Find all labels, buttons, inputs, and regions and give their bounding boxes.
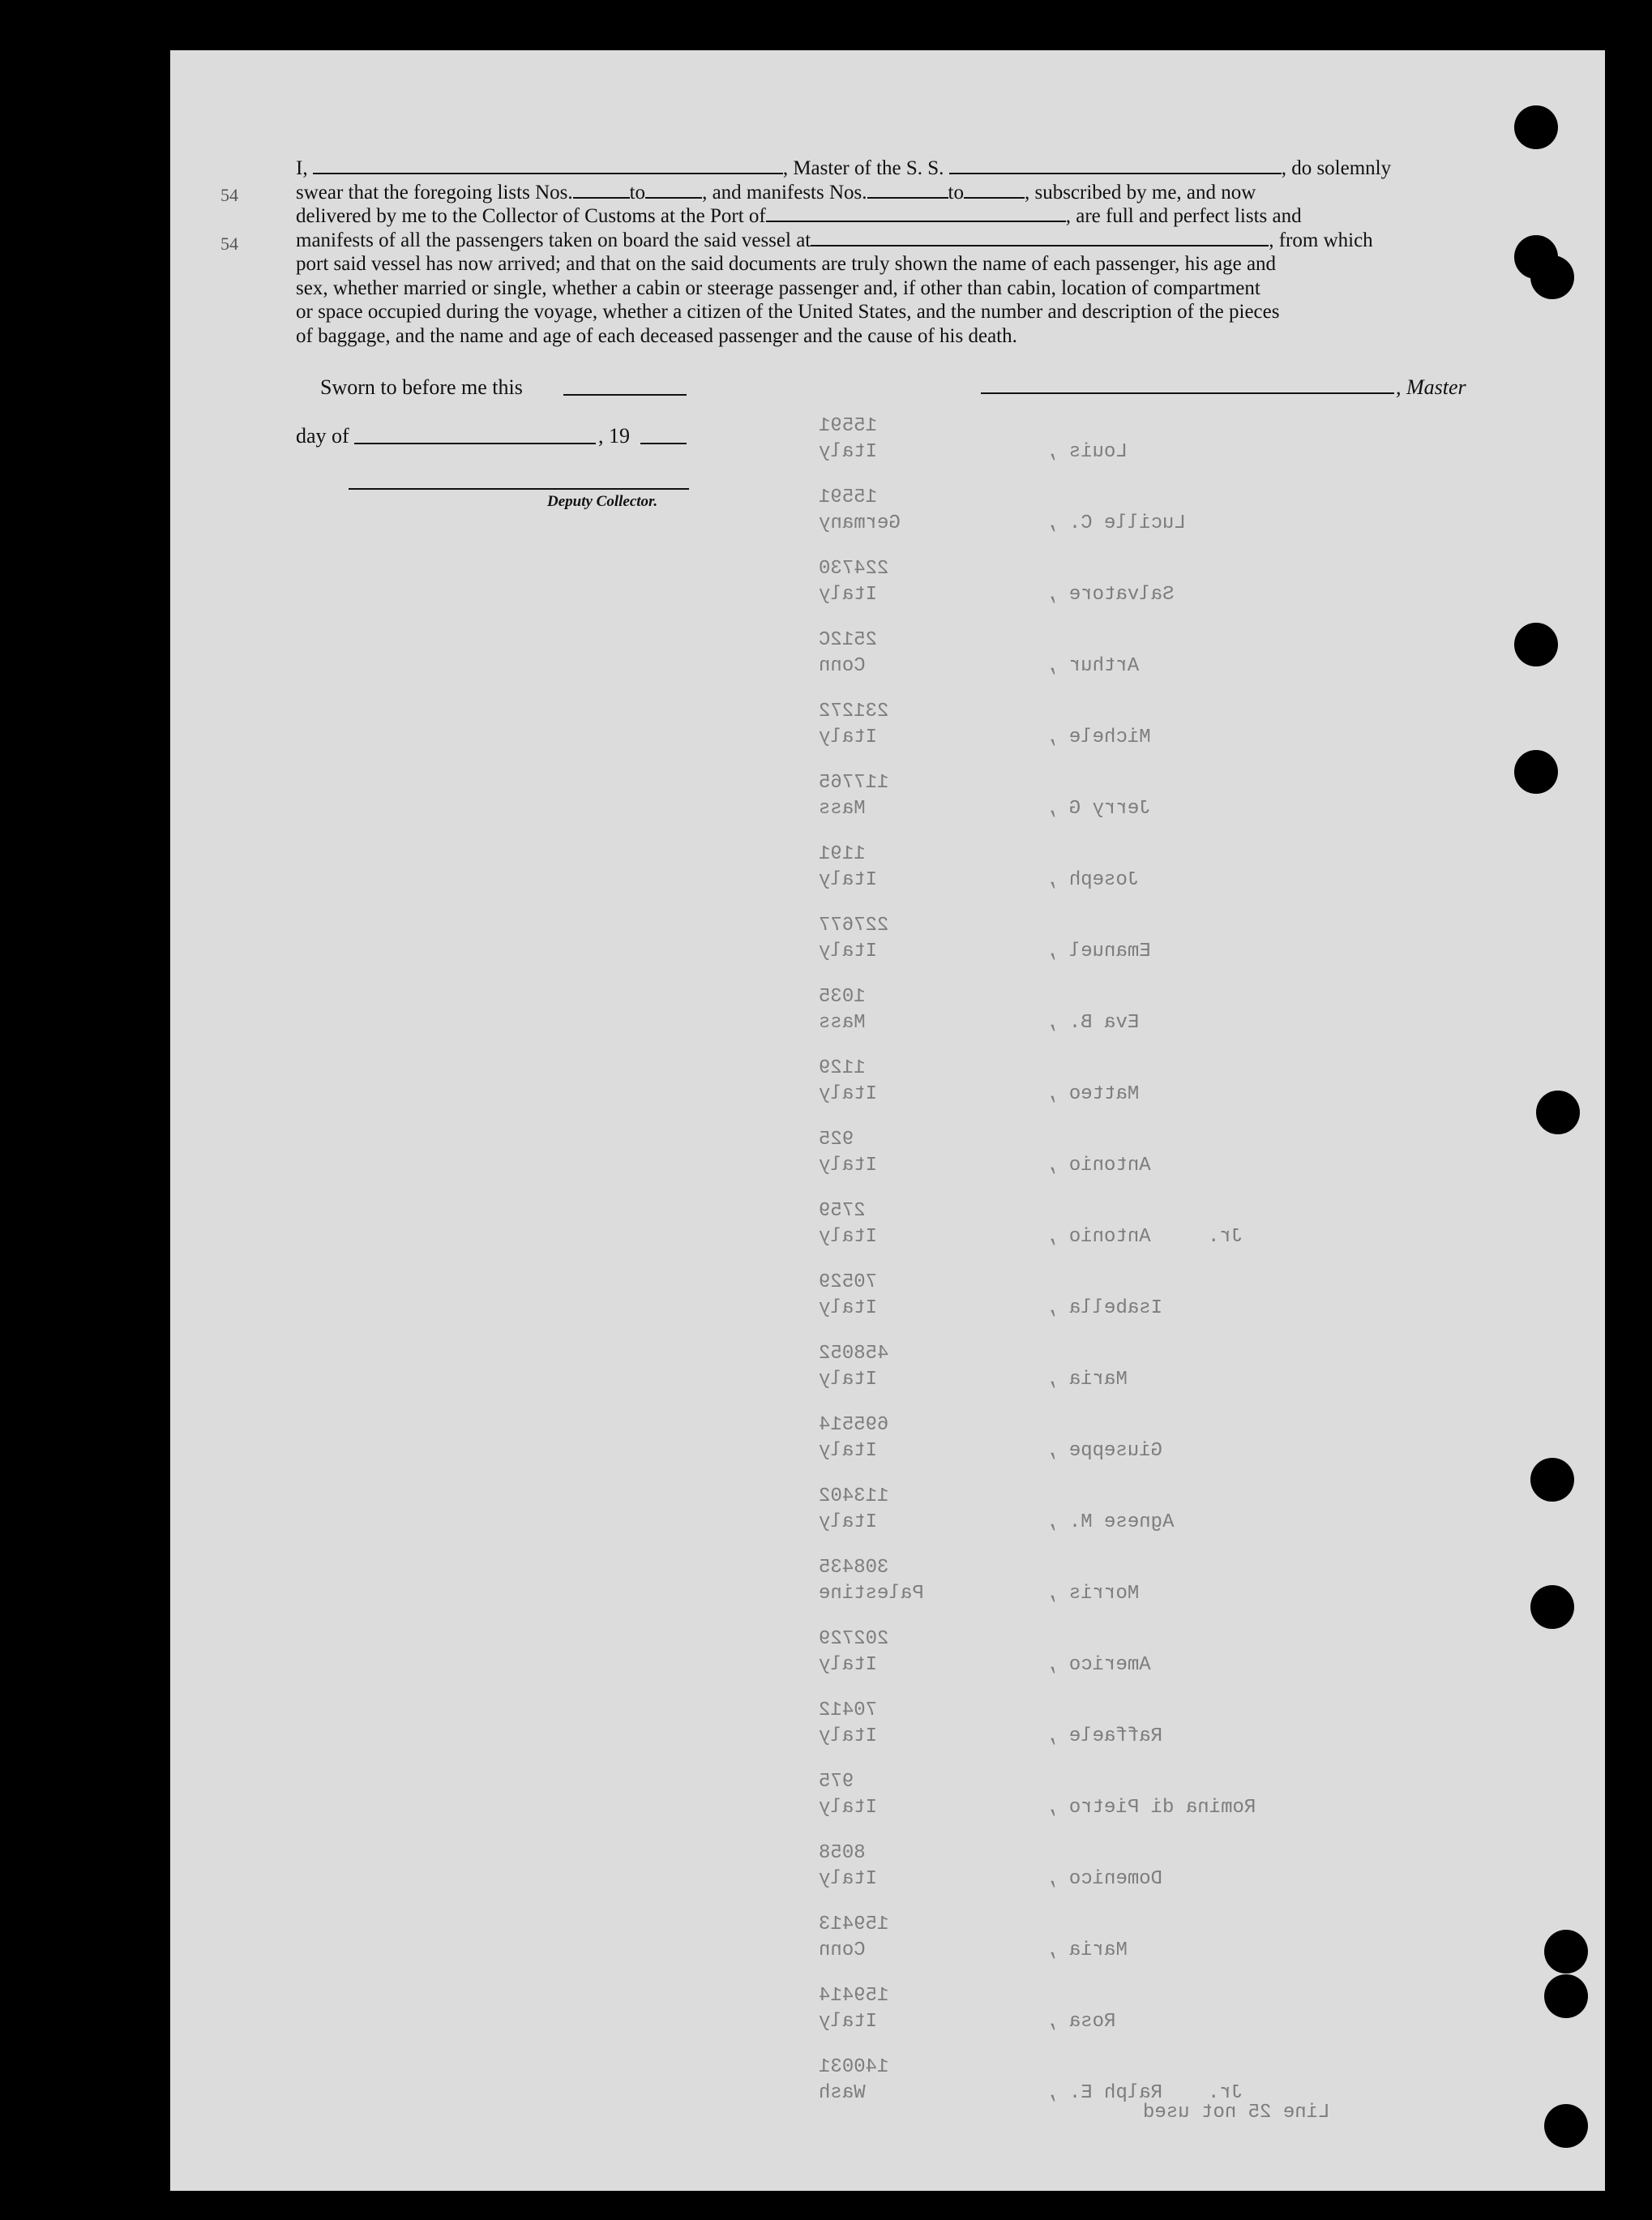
- bleed-first-name: Isabella ,: [1046, 1297, 1163, 1319]
- bleed-suffix: Jr.: [1208, 1226, 1243, 1248]
- blank-list-from[interactable]: [573, 181, 630, 199]
- bleed-first-name: Maria ,: [1046, 1939, 1128, 1961]
- bleed-number: 975: [819, 1771, 854, 1793]
- bleed-number: 1035: [819, 986, 866, 1008]
- bleed-place: Italy: [819, 1654, 878, 1676]
- bleed-first-name: Domenico ,: [1046, 1868, 1163, 1890]
- punch-hole: [1544, 2104, 1588, 2148]
- bleed-place: Italy: [819, 1369, 878, 1391]
- punch-hole: [1544, 1930, 1588, 1974]
- bleed-number: 224730: [819, 558, 889, 580]
- bleed-number: 202729: [819, 1628, 889, 1650]
- bleed-number: 159414: [819, 1985, 889, 2007]
- bleed-place: Germany: [819, 512, 901, 534]
- blank-manifest-from[interactable]: [867, 181, 948, 199]
- bleed-place: Italy: [819, 726, 878, 748]
- bleed-first-name: Ralph E. ,: [1046, 2082, 1163, 2104]
- master-signature-line[interactable]: [981, 392, 1394, 394]
- year-prefix: , 19: [598, 424, 630, 448]
- bleed-place: Italy: [819, 1511, 878, 1533]
- bleed-place: Italy: [819, 869, 878, 891]
- blank-departure-port[interactable]: [811, 229, 1269, 246]
- bleed-place: Italy: [819, 941, 878, 962]
- bleed-number: 231272: [819, 701, 889, 722]
- bleed-number: 1191: [819, 843, 866, 865]
- bleed-number: 117765: [819, 772, 889, 794]
- footer-note: Line 25 not used: [1143, 2102, 1330, 2124]
- bleed-place: Italy: [819, 1297, 878, 1319]
- bleed-number: 70412: [819, 1699, 878, 1721]
- punch-hole: [1514, 623, 1558, 666]
- bleed-place: Mass: [819, 1012, 866, 1034]
- bleed-first-name: Antonio ,: [1046, 1226, 1151, 1248]
- blank-ship-name[interactable]: [949, 156, 1282, 174]
- bleed-place: Conn: [819, 655, 866, 677]
- bleed-first-name: Americo ,: [1046, 1654, 1151, 1676]
- bleed-first-name: Lucille C. ,: [1046, 512, 1186, 534]
- bleed-first-name: Agnese M. ,: [1046, 1511, 1175, 1533]
- bleed-suffix: Jr.: [1208, 2082, 1243, 2104]
- bleed-place: Italy: [819, 1797, 878, 1819]
- oath-line-1: I, , Master of the S. S. , do solemnly: [296, 157, 1392, 179]
- manifest-page: [170, 50, 1605, 2191]
- sworn-day-blank[interactable]: [563, 394, 687, 396]
- oath-line-6: sex, whether married or single, whether a cabin or steerage passenger and, if other than cabin, location of compartment: [296, 276, 1260, 299]
- bleed-first-name: Salvatore ,: [1046, 584, 1175, 606]
- bleed-number: 70529: [819, 1271, 878, 1293]
- bleed-place: Italy: [819, 1226, 878, 1248]
- bleed-first-name: Jerry G ,: [1046, 798, 1151, 820]
- blank-manifest-to[interactable]: [964, 181, 1025, 199]
- oath-line-3: delivered by me to the Collector of Customs at the Port of , are full and perfect lists and: [296, 205, 1302, 227]
- sworn-label: Sworn to before me this: [320, 375, 523, 399]
- bleed-place: Italy: [819, 2011, 878, 2033]
- bleed-number: 2512C: [819, 629, 878, 651]
- bleed-number: 227677: [819, 915, 889, 936]
- punch-hole: [1544, 1974, 1588, 2018]
- bleed-place: Italy: [819, 1725, 878, 1747]
- bleed-first-name: Antonio ,: [1046, 1155, 1151, 1176]
- bleed-place: Italy: [819, 1868, 878, 1890]
- deputy-signature-line[interactable]: [349, 488, 689, 490]
- punch-hole: [1530, 1585, 1574, 1629]
- bleed-first-name: Joseph ,: [1046, 869, 1140, 891]
- bleed-first-name: Rosa ,: [1046, 2011, 1116, 2033]
- bleed-first-name: Emanuel ,: [1046, 941, 1151, 962]
- bleed-number: 458052: [819, 1343, 889, 1365]
- bleed-first-name: Giuseppe ,: [1046, 1440, 1163, 1462]
- punch-hole: [1536, 1091, 1580, 1134]
- punch-hole: [1514, 750, 1558, 794]
- bleed-first-name: Matteo ,: [1046, 1083, 1140, 1105]
- oath-paragraph: [296, 156, 1479, 348]
- bleed-number: 308435: [819, 1557, 889, 1579]
- bleed-place: Italy: [819, 1083, 878, 1105]
- bleed-number: 925: [819, 1129, 854, 1151]
- year-blank[interactable]: [640, 443, 687, 444]
- margin-mark: 54: [220, 234, 238, 254]
- bleed-place: Italy: [819, 1440, 878, 1462]
- bleed-place: Italy: [819, 584, 878, 606]
- punch-hole: [1514, 105, 1558, 149]
- blank-port[interactable]: [766, 204, 1066, 222]
- bleed-place: Mass: [819, 798, 866, 820]
- bleed-first-name: Morris ,: [1046, 1583, 1140, 1605]
- bleed-number: 8058: [819, 1842, 866, 1864]
- bleed-first-name: Maria ,: [1046, 1369, 1128, 1391]
- bleed-number: 140031: [819, 2056, 889, 2078]
- bleed-first-name: Romina di Pietro ,: [1046, 1797, 1256, 1819]
- oath-line-5: port said vessel has now arrived; and that on the said documents are truly shown the name of each passenger, his age and: [296, 253, 1277, 275]
- oath-line-8: of baggage, and the name and age of each deceased passenger and the cause of his death.: [296, 324, 1017, 347]
- bleed-first-name: Arthur ,: [1046, 655, 1140, 677]
- bleed-place: Italy: [819, 1155, 878, 1176]
- bleed-first-name: Raffaele ,: [1046, 1725, 1163, 1747]
- bleed-number: 15591: [819, 486, 878, 508]
- bleed-place: Palestine: [819, 1583, 924, 1605]
- bleed-first-name: Eva B. ,: [1046, 1012, 1140, 1034]
- bleed-place: Conn: [819, 1939, 866, 1961]
- punch-hole: [1530, 255, 1574, 299]
- blank-list-to[interactable]: [645, 181, 702, 199]
- bleed-number: 695514: [819, 1414, 889, 1436]
- bleed-place: Wash: [819, 2082, 866, 2104]
- month-blank[interactable]: [354, 443, 596, 444]
- oath-line-7: or space occupied during the voyage, whether a citizen of the United States, and the number and description of the pieces: [296, 301, 1280, 323]
- blank-master-name[interactable]: [313, 156, 783, 174]
- master-label: , Master: [1396, 375, 1466, 399]
- bleed-first-name: Michele ,: [1046, 726, 1151, 748]
- bleed-number: 2759: [819, 1200, 866, 1222]
- bleed-number: 15591: [819, 415, 878, 437]
- bleed-number: 1129: [819, 1057, 866, 1079]
- day-of-label: day of: [296, 424, 349, 448]
- oath-line-4: manifests of all the passengers taken on board the said vessel at , from which: [296, 229, 1373, 251]
- deputy-collector-label: Deputy Collector.: [547, 493, 658, 510]
- bleed-place: Italy: [819, 441, 878, 463]
- bleed-first-name: Louis ,: [1046, 441, 1128, 463]
- punch-hole: [1530, 1458, 1574, 1502]
- oath-line-2: swear that the foregoing lists Nos. to , and manifests Nos. to , subscribed by me, and now: [296, 181, 1256, 204]
- bleed-number: 113402: [819, 1485, 889, 1507]
- margin-mark: 54: [220, 185, 238, 205]
- bleed-number: 159413: [819, 1914, 889, 1935]
